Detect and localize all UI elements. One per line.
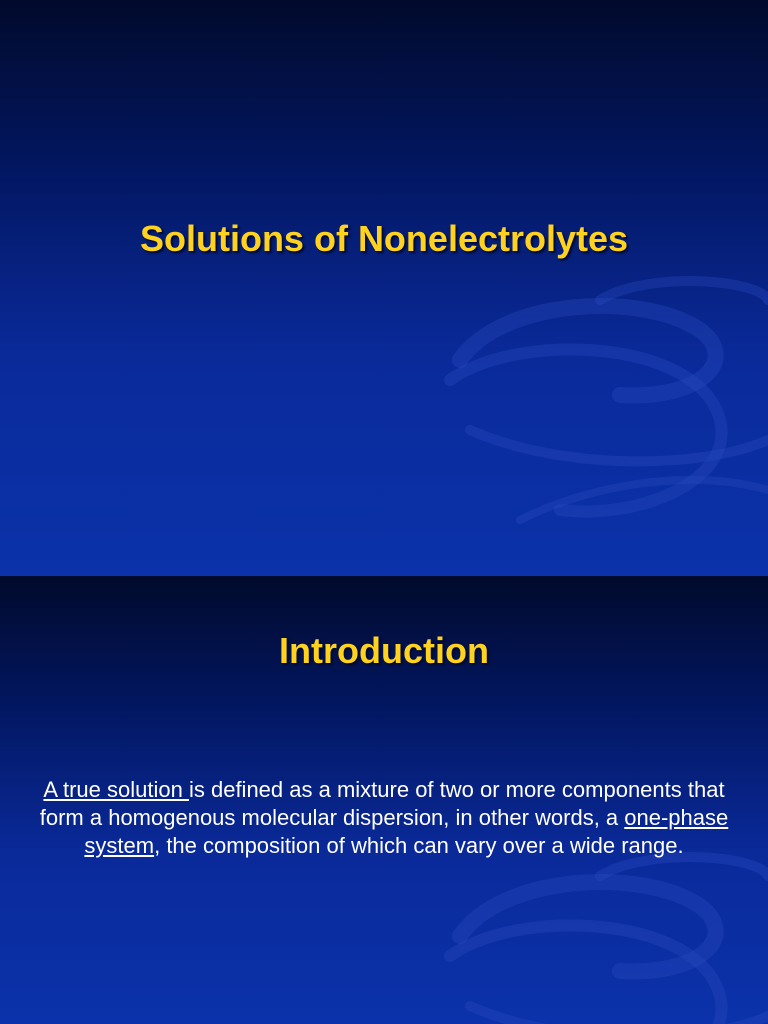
slide-title-heading: Solutions of Nonelectrolytes: [139, 218, 629, 259]
true-solution-term: A true solution: [43, 777, 189, 802]
paragraph-text-2: , the composition of which can vary over a wide range.: [154, 833, 684, 858]
introduction-paragraph: [30, 776, 738, 860]
slide-introduction: [0, 576, 768, 1024]
introduction-heading: Introduction: [279, 630, 489, 671]
one-phase-system-term: one-phase system: [84, 805, 729, 858]
paragraph-text-1: is defined as a mixture of two or more components that form a homogenous molecular dispersion, in other words, a: [39, 777, 725, 830]
